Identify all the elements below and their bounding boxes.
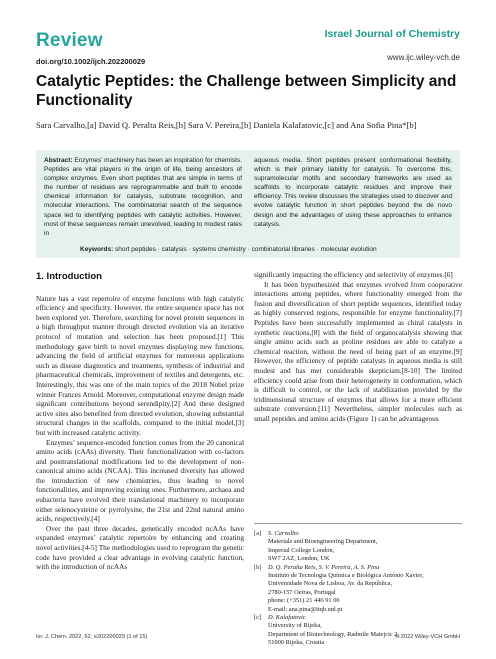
affiliation-line: phone: (+351) 21 446 91 00 [268,597,340,605]
affiliation-entry [254,614,462,648]
footer-copyright: © 2022 Wiley-VCH GmbH [395,634,460,640]
article-title: Catalytic Peptides: the Challenge between Simplicity and Functionality [36,73,457,109]
affiliation-line: Universidade Nova de Lisboa, Av. da República, [268,580,393,588]
affiliation-line: 2780-157 Oeiras, Portugal [268,588,336,596]
body-paragraph: Over the past three decades, genetically encoded ncAAs have expanded enzymes’ catalytic repertoire by enhancing and creating novel activities.[4-5] The methodologies used to reprogram the genetic code have provided a clear advantage in evolving catalytic function, with the introduction of ncAAs [36,523,244,572]
footer-citation: Isr. J. Chem. 2022, 62, e202200029 (1 of 15) [36,634,148,640]
journal-url[interactable]: www.ijc.wiley-vch.de [387,53,460,62]
affiliation-line: Materials and Bioengineering Department, [268,538,378,546]
affiliation-line: SW7 2AZ, London, UK [268,555,330,563]
affiliation-entry [254,564,462,614]
body-paragraph: It has been hypothesized that enzymes evolved from cooperative interactions among peptides, where functionality emerged from the fusion and diversification of short peptide sequences, identified today as highly conserved regions, responsible for enzyme functionality.[7] Peptides have been successfully implemented as chiral catalysts in synthetic reactions,[8] with the field of organocatalysis showing that single amino acids such as proline residues are able to catalyze a chemical reaction, without the need of being part of an enzyme.[9] However, the efficiency of peptide catalysts in aqueous media is still modest and has met considerable skepticism.[8-10] The limited efficiency could arise from their heterogeneity in conformation, which is difficult to control, or the lack of stabilization provided by the tridimensional structure of enzymes that allows for a more efficient substrate conversion.[11] Nevertheless, simpler molecules such as small peptides and amino acids (Figure 1) can be advantageous [254,279,462,423]
abstract-heading: Abstract: [44,157,73,164]
journal-name: Israel Journal of Chemistry [324,28,460,40]
body-paragraph: Enzymes’ sequence-encoded function comes from the 20 canonical amino acids (cAAs) diversity. Their functionalization with co-factors and posttranslational modifications led to the development of non-canonical amino acids (NCAA). This increased diversity has allowed the introduction of new chemistries, thus leading to novel functionalities, and improving existing ones. Furthermore, archaea and eubacteria have evolved their translational machinery to incorporate either selenocysteine or pyrrolysine, the 21st and 22nd natural amino acids, respectively.[4] [36,437,244,524]
affiliation-line: University of Rijeka, [268,622,322,630]
author-list: Sara Carvalho,[a] David Q. Peralta Reis,[b] Sara V. Pereira,[b] Daniela Kalafatovic,[c] and Ana Sofia Pina*[b] [36,120,417,130]
keywords-line [80,245,490,254]
doi-link[interactable]: doi.org/10.1002/ijch.202200029 [36,57,146,66]
keywords-heading: Keywords: [80,245,114,253]
body-paragraph: significantly impacting the efficiency and selectivity of enzymes.[6] [254,270,453,279]
section-label: Review [36,30,103,51]
affiliation-tag: [a] [254,530,262,537]
body-paragraph: Nature has a vast repertoire of enzyme functions with high catalytic efficiency and specificity. However, the entire sequence space has not been explored yet. Therefore, searching for novel protein sequences in a high throughput manner through directed evolution via an iterative protocol of mutation and selection has been proposed.[1] This methodology gave birth to novel enzymes displaying new functions, advancing the field of artificial enzymes for numerous applications such as disease diagnostics and treatments, synthesis of industrial and pharmaceutical chemicals, improvement of textiles and detergents, etc. Interestingly, this was one of the main topics of the 2018 Nobel prize winner Frances Arnold. Moreover, computational enzyme design made significant contributions beyond serendipity.[2] And these designed active sites also benefited from directed evolution, showing substantial structural changes in the scaffolds, compared to the initial model,[3] but with increased catalytic activity. [36,293,244,437]
abstract-text-2: aqueous media. Short peptides present conformational flexibility, which is their primary liability for catalysis. To overcome this, supramolecular motifs and secondary frameworks are used as scaffolds to incorporate catalytic residues and improve their efficiency. This review discusses the strategies used to discover and evolve catalytic function in short peptides beyond the de novo design and the advantages of using these approaches to enhance catalysis. [254,157,452,228]
affiliation-tag: [c] [254,614,262,622]
keywords-list: short peptides · catalysis · systems chemistry · combinatorial libraries · molecular evolution [115,245,377,253]
affiliation-authors: S. Carvalho [268,530,299,537]
affiliation-email[interactable]: E-mail: ana.pina@itqb.unl.pt [268,605,343,613]
abstract-column-1 [44,156,242,238]
affiliation-line: 51000 Rijeka, Croatia [268,639,325,647]
affiliations-block [254,523,462,648]
affiliation-line: Department of Biotechnology, Radmile Matejcic 2, [268,630,400,638]
affiliation-line: Imperial College London, [268,546,335,554]
affiliation-line: Instituto de Tecnologia Química e Biológica António Xavier, [268,572,424,580]
abstract-box [36,150,460,258]
affiliation-authors: D. Kalafatovic [268,614,306,622]
affiliation-entry [254,530,462,564]
affiliation-tag: [b] [254,563,262,571]
section-heading: 1. Introduction [36,271,102,282]
body-column-left [36,270,244,572]
abstract-text-1: Enzymes’ machinery has been an inspiration for chemists. Peptides are vital players in the origin of life, being ancestors of complex enzymes. Even short peptides that are simple in terms of the number of residues are reprogrammable and built to encode chemical information for catalysis, substrate recognition, and molecular interactions. The combinatorial search of the sequence space led to identifying peptides with catalytic activities. However, most of these sequences remain unevolved, leading to modest rates in [44,157,242,237]
body-column-right [254,270,462,424]
affiliation-authors: D. Q. Peralta Reis, S. V. Pereira, A. S. Pina [268,563,380,571]
abstract-column-2 [254,156,452,238]
